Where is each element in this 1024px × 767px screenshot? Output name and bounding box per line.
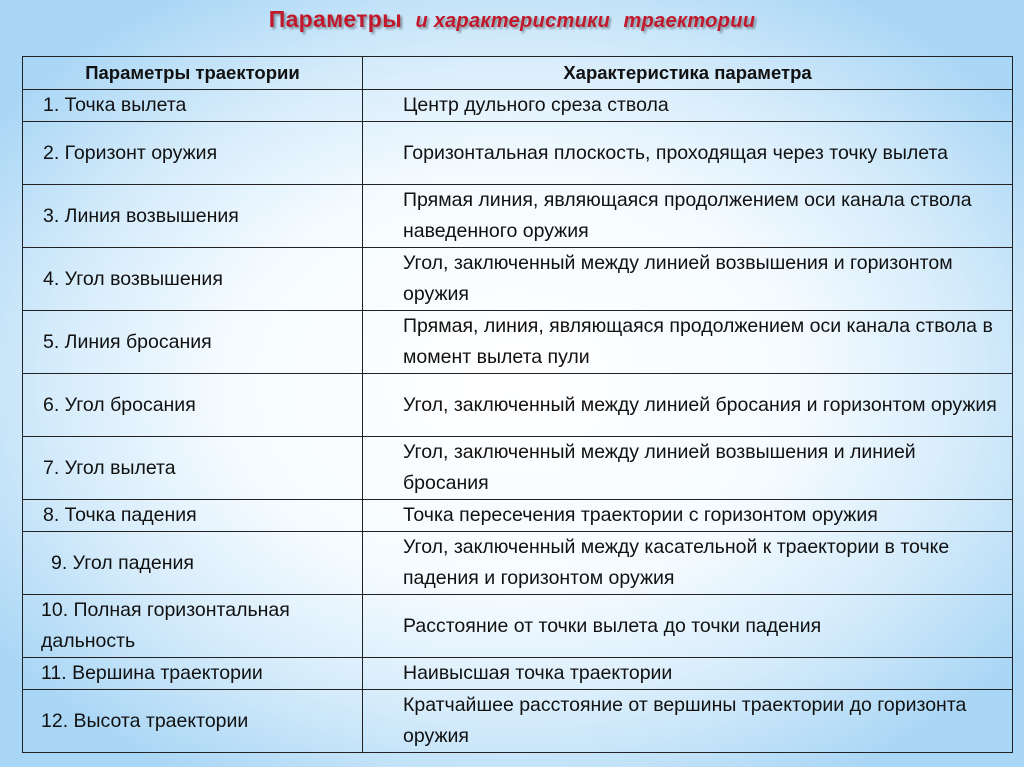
row-parameter: 11. Вершина траектории	[23, 658, 363, 690]
table-row	[23, 595, 1013, 658]
table-row	[23, 122, 1013, 185]
table-row	[23, 374, 1013, 437]
row-parameter: 5. Линия бросания	[23, 311, 363, 374]
row-description: Прямая линия, являющаяся продолжением оси канала ствола наведенного оружия	[363, 185, 1013, 248]
title-part-1: Параметры	[268, 6, 403, 32]
table-row	[23, 690, 1013, 753]
table-row	[23, 90, 1013, 122]
table-row	[23, 437, 1013, 500]
row-description: Центр дульного среза ствола	[363, 90, 1013, 122]
row-description: Точка пересечения траектории с горизонтом оружия	[363, 500, 1013, 532]
row-description: Угол, заключенный между линией бросания и горизонтом оружия	[363, 374, 1013, 437]
row-description: Угол, заключенный между линией возвышения и линией бросания	[363, 437, 1013, 500]
row-description: Кратчайшее расстояние от вершины траектории до горизонта оружия	[363, 690, 1013, 753]
table-row	[23, 185, 1013, 248]
title-part-2: и характеристики	[415, 10, 611, 32]
table-row	[23, 500, 1013, 532]
title-part-3: траектории	[623, 10, 756, 32]
page-title	[0, 6, 1024, 33]
row-parameter: 6. Угол бросания	[23, 374, 363, 437]
table-row	[23, 311, 1013, 374]
table-header-row	[23, 57, 1013, 90]
row-description: Прямая, линия, являющаяся продолжением оси канала ствола в момент вылета пули	[363, 311, 1013, 374]
row-parameter: 7. Угол вылета	[23, 437, 363, 500]
table-row	[23, 532, 1013, 595]
row-parameter: 1. Точка вылета	[23, 90, 363, 122]
header-parameter: Параметры траектории	[23, 57, 363, 90]
row-description: Горизонтальная плоскость, проходящая через точку вылета	[363, 122, 1013, 185]
row-parameter: 9. Угол падения	[23, 532, 363, 595]
trajectory-parameters-table	[22, 56, 1013, 753]
row-parameter: 2. Горизонт оружия	[23, 122, 363, 185]
row-parameter: 12. Высота траектории	[23, 690, 363, 753]
row-description: Угол, заключенный между касательной к траектории в точке падения и горизонтом оружия	[363, 532, 1013, 595]
row-parameter: 10. Полная горизонтальная дальность	[23, 595, 363, 658]
table-row	[23, 658, 1013, 690]
table-row	[23, 248, 1013, 311]
row-description: Расстояние от точки вылета до точки падения	[363, 595, 1013, 658]
row-parameter: 3. Линия возвышения	[23, 185, 363, 248]
row-description: Угол, заключенный между линией возвышения и горизонтом оружия	[363, 248, 1013, 311]
header-characteristic: Характеристика параметра	[363, 57, 1013, 90]
row-parameter: 4. Угол возвышения	[23, 248, 363, 311]
row-description: Наивысшая точка траектории	[363, 658, 1013, 690]
row-parameter: 8. Точка падения	[23, 500, 363, 532]
